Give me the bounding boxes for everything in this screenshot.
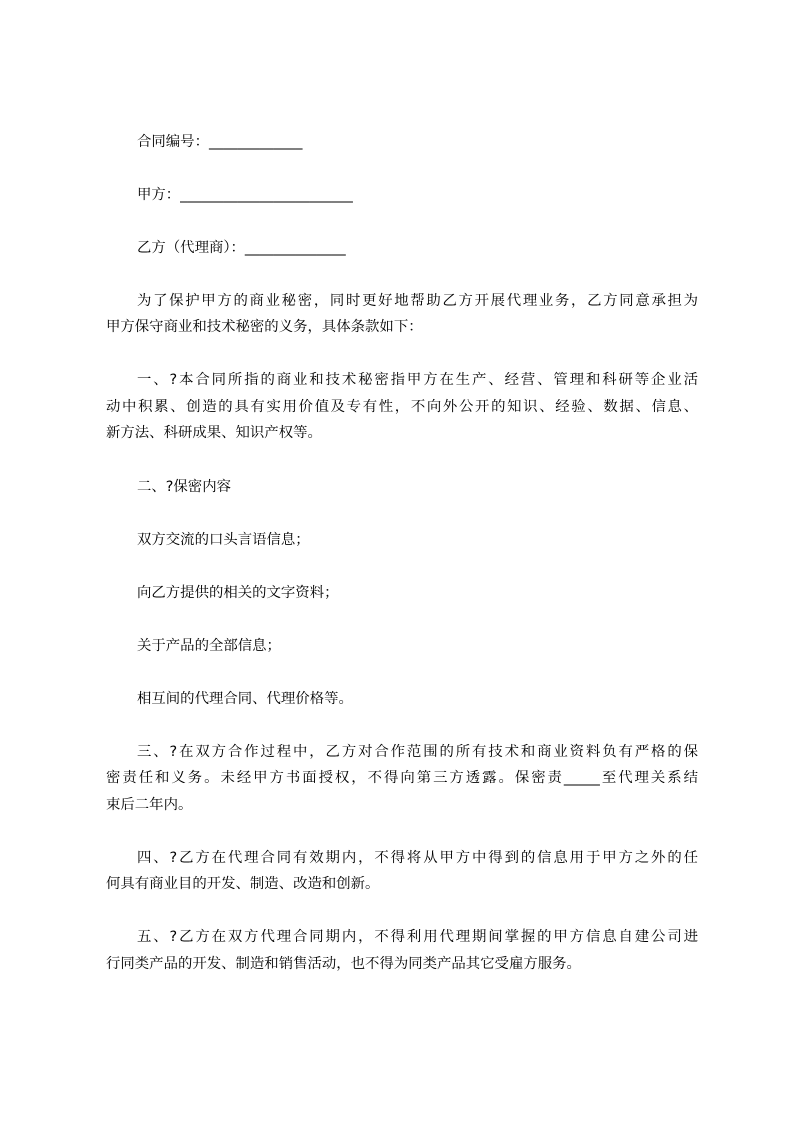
clause-5-line-1: 五、?乙方在双方代理合同期内，不得利用代理期间掌握的甲方信息自建公司进 — [137, 929, 698, 945]
clause-2-item-4: 相互间的代理合同、代理价格等。 — [137, 691, 353, 707]
intro-line-1: 为了保护甲方的商业秘密，同时更好地帮助乙方开展代理业务，乙方同意承担为 — [137, 293, 698, 309]
party-b-field: 乙方（代理商）：______________ — [137, 240, 346, 256]
clause-3-line-3: 束后二年内。 — [106, 797, 193, 813]
clause-1-line-2: 动中积累、创造的具有实用价值及专有性，不向外公开的知识、经验、数据、信息、 — [106, 399, 698, 415]
clause-5-line-2: 行同类产品的开发、制造和销售活动，也不得为同类产品其它受雇方服务。 — [106, 956, 581, 972]
clause-4-line-2: 何具有商业目的开发、制造、改造和创新。 — [106, 876, 380, 892]
clause-4-line-1: 四、?乙方在代理合同有效期内，不得将从甲方中得到的信息用于甲方之外的任 — [137, 850, 698, 866]
clause-3-line-1: 三、?在双方合作过程中，乙方对合作范围的所有技术和商业资料负有严格的保 — [137, 744, 698, 760]
clause-3-line-2: 密责任和义务。未经甲方书面授权，不得向第三方透露。保密责_____至代理关系结 — [106, 770, 698, 786]
clause-1-line-1: 一、?本合同所指的商业和技术秘密指甲方在生产、经营、管理和科研等企业活 — [137, 372, 698, 388]
clause-2-item-3: 关于产品的全部信息； — [137, 638, 281, 654]
clause-1-line-3: 新方法、科研成果、知识产权等。 — [106, 425, 322, 441]
party-a-field: 甲方：________________________ — [137, 187, 353, 203]
intro-line-2: 甲方保守商业和技术秘密的义务，具体条款如下： — [106, 319, 423, 335]
clause-2-item-1: 双方交流的口头言语信息； — [137, 532, 310, 548]
clause-2-heading: 二、?保密内容 — [137, 479, 231, 495]
contract-number-field: 合同编号：_____________ — [137, 134, 303, 150]
clause-2-item-2: 向乙方提供的相关的文字资料； — [137, 585, 339, 601]
